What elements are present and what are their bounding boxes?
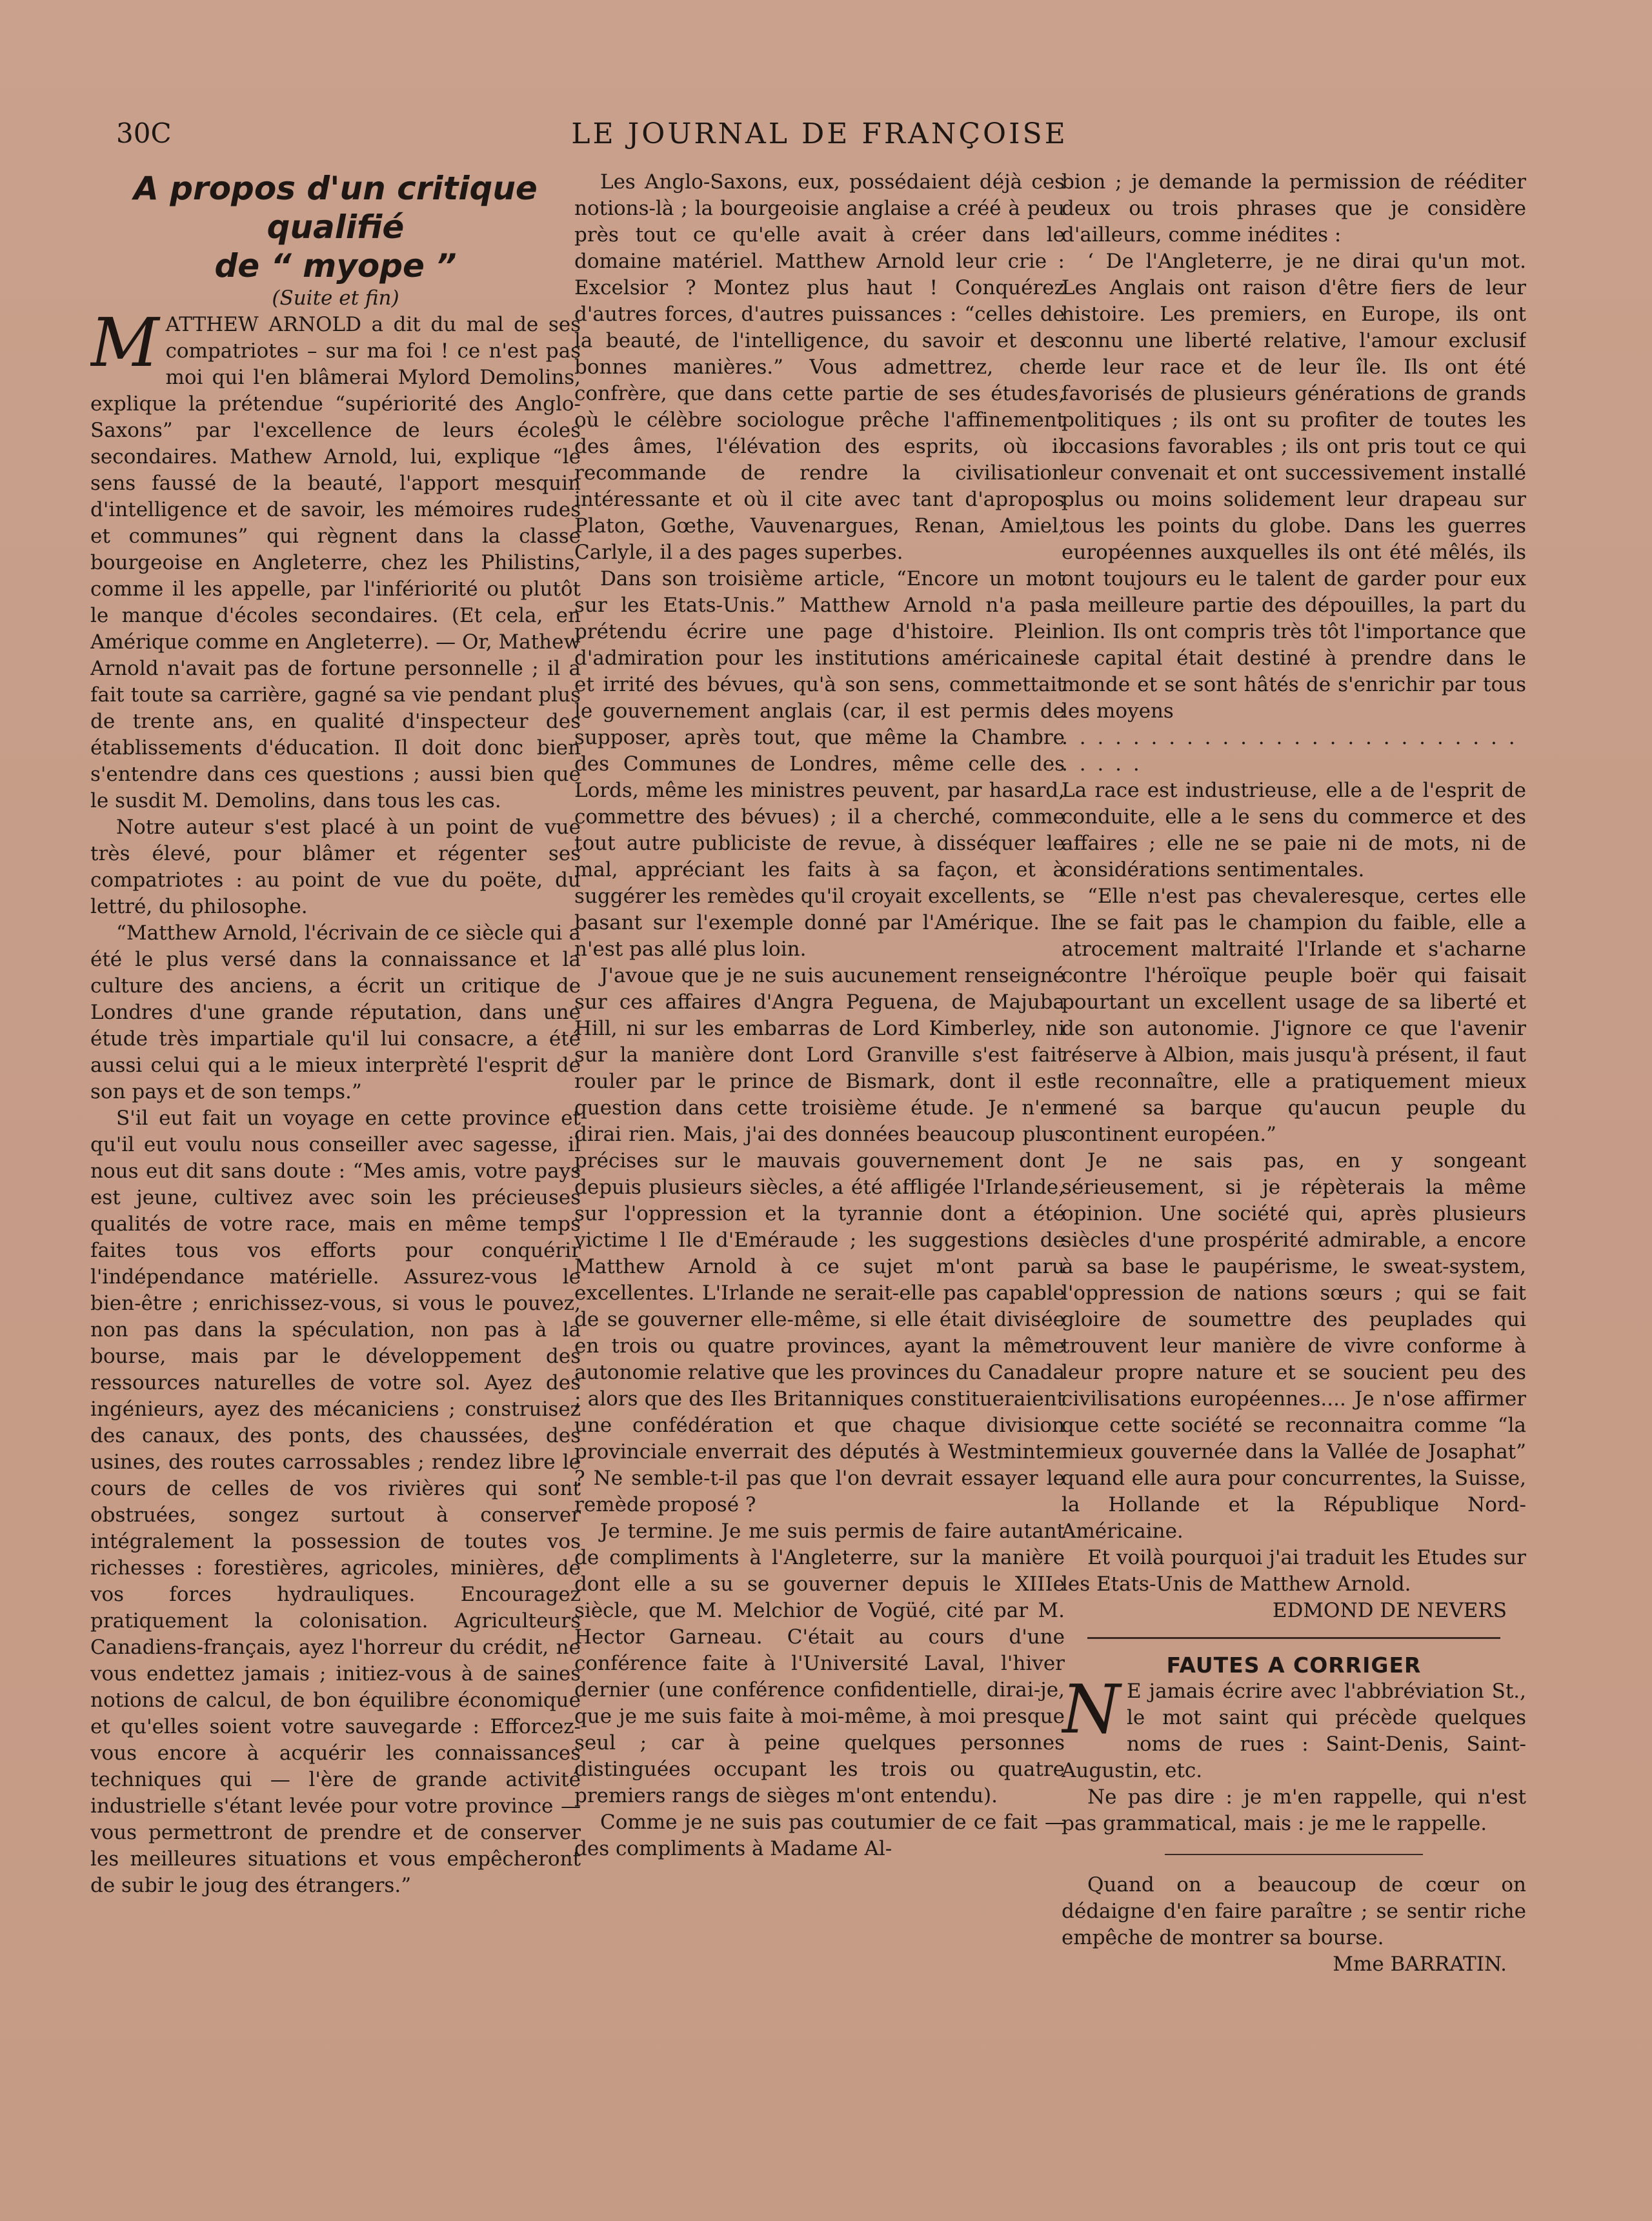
paragraph [1062,1670,1526,1784]
paragraph: Les Anglo-Saxons, eux, possédaient déjà ces notions-là ; la bourgeoisie anglaise a créé à peu près tout ce qu'elle avait à créer dans le domaine matériel. Matthew Arnold leur crie : Excelsior ? Montez plus haut ! Conquérez d'autres forces, d'autres puissances : “celles de la beauté, de l'intelligence, du savoir et des bonnes manières.” Vous admettrez, cher confrère, que dans cette partie de ses études, où le célèbre sociologue prêche l'affinement des âmes, l'élévation des esprits, où il recommande de rendre la civilisation intéressante et où il cite avec tant d'apropos Platon, Gœthe, Vauvenargues, Renan, Amiel, Carlyle, il a des pages superbes. [574,170,1065,564]
paragraph-text: ATTHEW ARNOLD a dit du mal de ses compatriotes – sur ma foi ! ce n'est pas moi qui l'en blâmerai Mylord Demolins, explique la prétendue “supériorité des Anglo-Saxons” par l'excellence de leurs écoles secondaires. Mathew Arnold, lui, explique “le sens faussé de la beauté, l'apport mesquin d'intelligence et de savoir, les mémoires rudes et communes” qui règnent dans la classe bourgeoise en Angleterre, chez les Philistins, comme il les appelle, par l'infériorité ou plutôt le manque d'écoles secondaires. (Et cela, en Amérique comme en Angleterre). — Or, Mathew Arnold n'avait pas de fortune personnelle ; il a fait toute sa carrière, gagné sa vie pendant plus de trente ans, en qualité d'inspecteur des établissements d'éducation. Il doit donc bien s'entendre dans ces questions ; aussi bien que le susdit M. Demolins, dans tous les cas. [90,313,581,812]
paragraph: S'il eut fait un voyage en cette province et qu'il eut voulu nous conseiller avec sagesse, il nous eut dit sans doute : “Mes amis, votre pays est jeune, cultivez avec soin les précieuses qualités de votre race, mais en même temps faites tous vos efforts pour conquérir l'indépendance matérielle. Assurez-vous le bien-être ; enrichissez-vous, si vous le pouvez, non pas dans la spéculation, non pas à la bourse, mais par le développement des ressources naturelles de votre sol. Ayez des ingénieurs, ayez des mécaniciens ; construisez des canaux, des ponts, des chaussées, des usines, des routes carrossables ; rendez libre le cours de celles de vos rivières qui sont obstruées, songez surtout à conserver intégralement la possession de toutes vos richesses : forestières, agricoles, minières, de vos forces hydrauliques. Encouragez pratiquement la colonisation. Agriculteurs Canadiens-français, ayez l'horreur du crédit, ne vous endettez jamais ; initiez-vous à de saines notions de calcul, de bon équilibre économique et qu'elles soient votre sauvegarde : Efforcez-vous encore à acquérir les connaissances techniques qui — l'ère de grande activité industrielle s'étant levée pour votre province — vous permettront de prendre et de conserver les meilleures situations et vous empêcheront de subir le joug des étrangers.” [90,1107,581,1897]
section-divider [1087,1637,1500,1639]
article-signature: EDMOND DE NEVERS [1272,1599,1507,1622]
paragraph: “Elle n'est pas chevaleresque, certes elle ne se fait pas le champion du faible, elle a atrocement maltraité l'Irlande et s'acharne contre l'héroïque peuple boër qui faisait pourtant un excellent usage de sa liberté et de son autonomie. J'ignore ce que l'avenir réserve à Albion, mais jusqu'à présent, il faut le reconnaître, elle a pratiquement mieux mené sa barque qu'aucun peuple du continent européen.” [1062,885,1526,1146]
paragraph: Dans son troisième article, “Encore un mot sur les Etats-Unis.” Matthew Arnold n'a pas prétendu écrire une page d'histoire. Plein d'admiration pour les institutions américaines et irrité des bévues, qu'à son sens, commettait le gouvernement anglais (car, il est permis de supposer, après tout, que même la Chambre des Communes de Londres, même celle des Lords, même les ministres peuvent, par hasard, commettre des bévues) ; il a cherché, comme tout autre publiciste de revue, à disséquer le mal, appréciant les faits à sa façon, et à suggérer les remèdes qu'il croyait excellents, se basant sur l'exemple donné par l'Amérique. Il n'est pas allé plus loin. [574,567,1065,961]
column-3 [1062,169,1526,2144]
paragraph: La race est industrieuse, elle a de l'esprit de conduite, elle a le sens du commerce et des affaires ; elle ne se paie ni de mots, ni de considérations sentimentales. [1062,779,1526,881]
drop-cap: M [90,303,159,382]
quote-text: Quand on a beaucoup de cœur on dédaigne d'en faire paraître ; se sentir riche empêche de montrer sa bourse. [1062,1873,1526,1949]
fautes-title: FAUTES A CORRIGER [1166,1653,1422,1678]
paragraph: Ne pas dire : je m'en rappelle, qui n'est pas grammatical, mais : je me le rappelle. [1062,1785,1526,1835]
column-1 [90,169,581,2144]
article-title-line1: A propos d'un critique qualifié [134,170,538,246]
paragraph: Notre auteur s'est placé à un point de vue très élevé, pour blâmer et régenter ses compatriotes : au point de vue du poëte, du lettré, du philosophe. [90,816,581,918]
paragraph: “Matthew Arnold, l'écrivain de ce siècle qui a été le plus versé dans la connaissance et la culture des anciens, a écrit un critique de Londres d'une grande réputation, dans une étude très impartiale qu'il lui consacre, a été aussi celui qui a le mieux interprèté l'esprit de son pays et de son temps.” [90,921,581,1103]
running-title: LE JOURNAL DE FRANÇOISE [571,117,1068,150]
article-title-line2: de “ myope ” [214,247,457,285]
page-number: 30C [116,117,172,149]
paragraph: Je ne sais pas, en y songeant sérieusement, si je répèterais la même opinion. Une société qui, après plusieurs siècles d'une prospérité admirable, a encore à sa base le paupérisme, le sweat-system, l'oppression de nations sœurs ; qui se fait gloire de soumettre des peuplades qui trouvent leur manière de vivre conforme à leur propre nature et se soucient peu des civilisations européennes.... Je n'ose affirmer que cette société se reconnaitra comme “la mieux gouvernée dans la Vallée de Josaphat” quand elle aura pour concurrentes, la Suisse, la Hollande et la République Nord-Américaine. [1062,1149,1526,1543]
drop-cap: N [1062,1670,1120,1749]
paragraph: Comme je ne suis pas coutumier de ce fait — des compliments à Madame Al- [574,1811,1065,1860]
column-2 [574,169,1065,2144]
paragraph: Je termine. Je me suis permis de faire autant de compliments à l'Angleterre, sur la manière dont elle a su se gouverner depuis le XIIIe siècle, que M. Melchior de Vogüé, cité par M. Hector Garneau. C'était au cours d'une conférence faite à l'Université Laval, l'hiver dernier (une conférence confidentielle, dirai-je, que je me suis faite à moi-même, à moi presque seul ; car à peine quelques personnes distinguées occupant les trois ou quatre premiers rangs de sièges m'ont entendu). [574,1520,1065,1807]
paragraph [90,303,581,814]
paragraph-text: E jamais écrire avec l'abbréviation St., le mot saint qui précède quelques noms de rues : Saint-Denis, Saint-Augustin, etc. [1062,1680,1526,1782]
paragraph: ‘ De l'Angleterre, je ne dirai qu'un mot. Les Anglais ont raison d'être fiers de leur histoire. Les premiers, en Europe, ils ont connu une liberté relative, l'amour exclusif de leur race et de leur île. Ils ont été favorisés de plusieurs générations de grands politiques ; ils ont su profiter de toutes les occasions favorables ; ils ont pris tout ce qui leur convenait et ont successivement installé plus ou moins solidement leur drapeau sur tous les points du globe. Dans les guerres européennes auxquelles ils ont été mêlés, ils ont toujours eu le talent de garder pour eux la meilleure partie des dépouilles, la part du lion. Ils ont compris très tôt l'importance que le capital était destiné à prendre dans le monde et se sont hâtés de s'enrichir par tous les moyens [1062,250,1526,723]
ellipsis-divider: . . . . . . . . . . . . . . . . . . . . . . . . . . . . . . . [1062,726,1518,776]
page-header [116,117,1523,163]
paragraph: bion ; je demande la permission de rééditer deux ou trois phrases que je considère d'ailleurs, comme inédites : [1062,170,1526,246]
quote-signature: Mme BARRATIN. [1333,1953,1507,1976]
article-suite: (Suite et fin) [272,286,399,310]
paragraph: J'avoue que je ne suis aucunement renseigné sur ces affaires d'Angra Peguena, de Majuba Hill, ni sur les embarras de Lord Kimberley, ni sur la manière dont Lord Granville s'est fait rouler par le prince de Bismark, dont il est question dans cette troisième étude. Je n'en dirai rien. Mais, j'ai des données beaucoup plus précises sur le mauvais gouvernement dont depuis plusieurs siècles, a été affligée l'Irlande, sur l'oppression et la tyrannie dont a été victime l Ile d'Eméraude ; les suggestions de Matthew Arnold à ce sujet m'ont paru excellentes. L'Irlande ne serait-elle pas capable de se gouverner elle-même, si elle était divisée en trois ou quatre provinces, ayant la même autonomie relative que les provinces du Canada ; alors que des Iles Britanniques constitueraient une confédération et que chaque division provinciale enverrait des députés à Westminter ? Ne semble-t-il pas que l'on devrait essayer le remède proposé ? [574,964,1065,1516]
short-divider [1165,1854,1423,1855]
paragraph: Et voilà pourquoi j'ai traduit les Etudes sur les Etats-Unis de Matthew Arnold. [1062,1546,1526,1596]
